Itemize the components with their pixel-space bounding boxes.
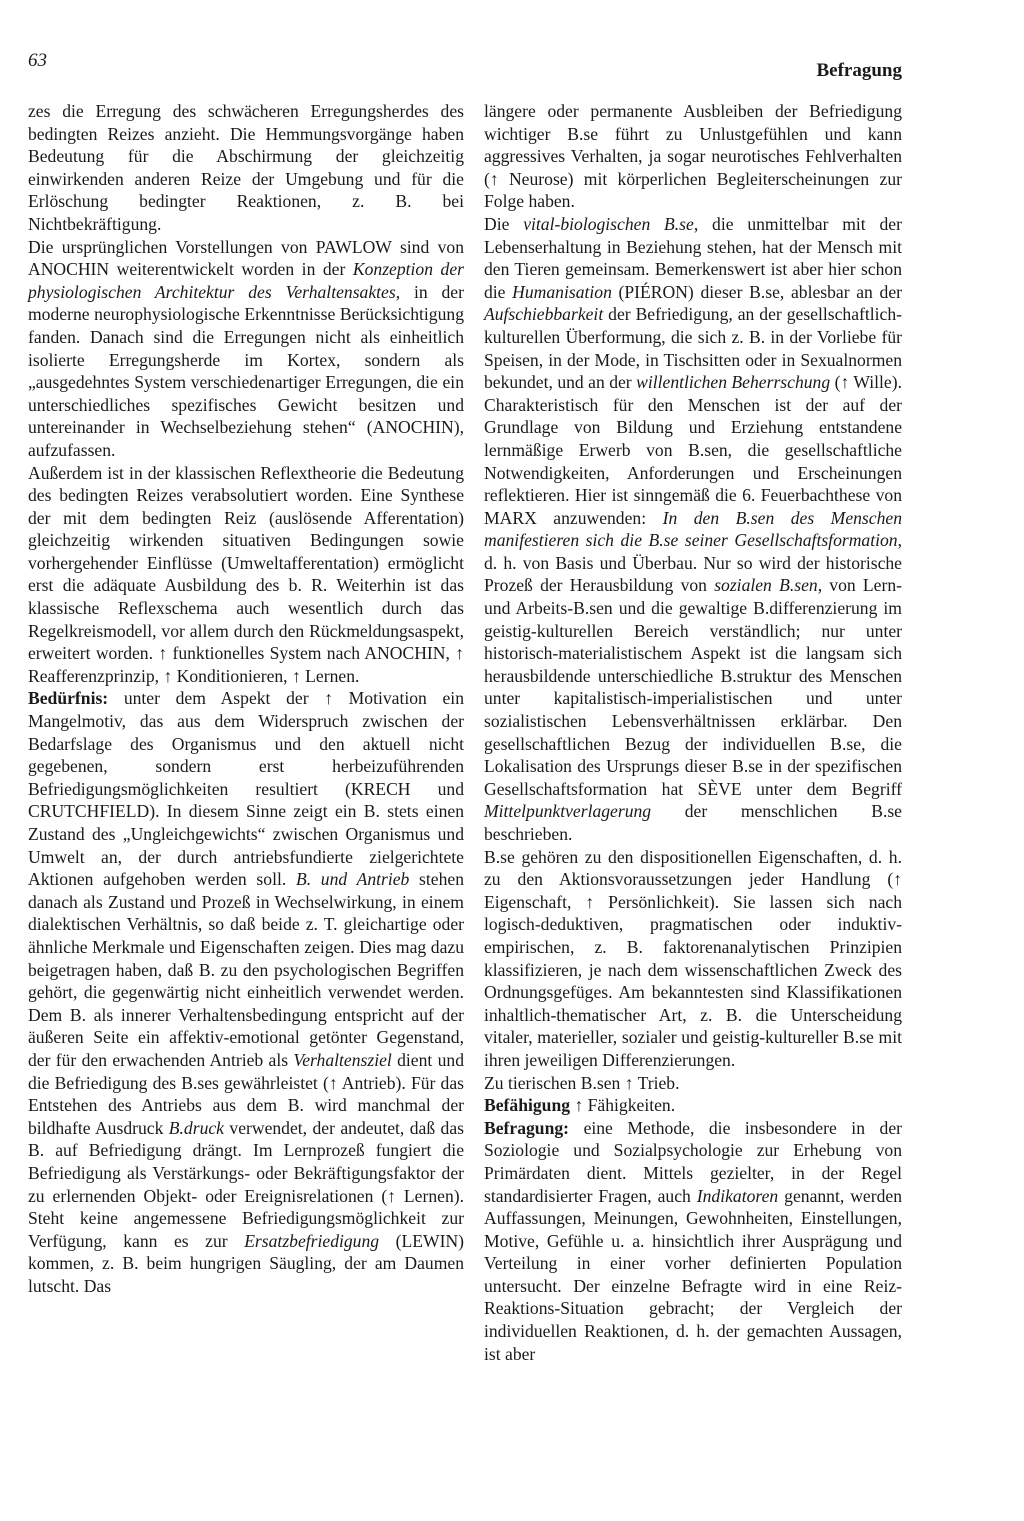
body-text: (↑ Wille). Charakteristisch für den Menschen ist der auf der Grundlage von Bildung und Erziehung entstandene lernmäßige Erwerb von B.sen, die gesellschaftliche Notwendigkeiten, Anforderungen und Erscheinungen reflektieren. Hier ist sinngemäß die 6. Feuerbachthese von MARX anzuwenden: xyxy=(484,372,902,528)
entry-headword: Befragung: xyxy=(484,1117,570,1138)
emphasis-text: Humanisation xyxy=(512,281,612,302)
emphasis-text: vital-biologischen B.se xyxy=(523,213,694,234)
emphasis-text: Ersatzbefriedigung xyxy=(244,1230,380,1251)
body-text: , d. h. von Basis und Überbau. Nur so wird der historische Prozeß der Herausbildung von xyxy=(484,530,902,596)
paragraph xyxy=(484,213,902,846)
emphasis-text: In den B.sen des Menschen manifestieren sich die B.se seiner Gesellschaftsformation xyxy=(484,507,902,551)
emphasis-text: B. und Antrieb xyxy=(295,869,410,890)
paragraph xyxy=(484,100,902,213)
entry-headword: Befähigung xyxy=(484,1095,571,1116)
paragraph xyxy=(28,100,464,236)
body-text: dient und die Befriedigung des B.ses gewährleistet (↑ Antrieb). Für das Entstehen des Antriebs aus dem B. wird manchmal der bildhafte Ausdruck xyxy=(28,1049,464,1138)
body-text: , die unmittelbar mit der Lebenserhaltung in Beziehung stehen, hat der Mensch mit den Tieren gemeinsam. Bemerkenswert ist aber hier schon die xyxy=(484,213,902,302)
emphasis-text: sozialen B.sen xyxy=(714,575,818,596)
emphasis-text: Mittelpunktverlagerung xyxy=(484,801,652,822)
body-text: zes die Erregung des schwächeren Erregungsherdes des bedingten Reizes anzieht. Die Hemmungsvorgänge haben Bedeutung für die Abschirmung der gleichzeitig einwirkenden anderen Reize der Umgebung und für die Erlöschung bedingter Reaktionen, z. B. bei Nichtbekräftigung. xyxy=(28,101,464,234)
paragraph xyxy=(484,1117,902,1366)
paragraph xyxy=(28,687,464,1297)
emphasis-text: willentlichen Beherrschung xyxy=(636,372,831,393)
body-text: Zu tierischen B.sen ↑ Trieb. xyxy=(484,1072,680,1093)
entry-headword: Bedürfnis: xyxy=(28,688,109,709)
emphasis-text: Aufschiebbarkeit xyxy=(484,304,604,325)
body-text: , von Lern- und Arbeits-B.sen und die gewaltige B.differenzierung im geistig-kulturellen Bereich verständlich; nur unter historisch-materialistischem Aspekt ist die langsam sich herausbildende unterschiedliche B.struktur des Menschen unter kapitalistisch-imperialistischen und unter sozialistischen Lebensverhältnissen erklärbar. Den gesellschaftlichen Bezug der individuellen B.se, die Lokalisation des Ursprungs dieser B.se in der spezifischen Gesellschaftsformation hat SÈVE unter dem Begriff xyxy=(484,575,902,799)
paragraph xyxy=(484,1072,902,1095)
body-text: genannt, werden Auffassungen, Meinungen, Gewohnheiten, Einstellungen, Motive, Gefühle u. a. hinsichtlich ihrer Ausprägung und Verteilung in einer vorher definierten Population untersucht. Der einzelne Befragte wird in eine Reiz-Reaktions-Situation gebracht; der Vergleich der individuellen Reaktionen, d. h. der gemachten Aussagen, ist aber xyxy=(484,1185,902,1364)
emphasis-text: Verhaltensziel xyxy=(293,1049,392,1070)
body-text: längere oder permanente Ausbleiben der Befriedigung wichtiger B.se führt zu Unlustgefühlen und kann aggressives Verhalten, ja sogar neurotisches Fehlverhalten (↑ Neurose) mit körperlichen Begleiterscheinungen zur Folge haben. xyxy=(484,101,902,212)
body-text: Die ursprünglichen Vorstellungen von PAWLOW sind von ANOCHIN weiterentwickelt worden in der xyxy=(28,236,464,280)
body-text: unter dem Aspekt der ↑ Motivation ein Mangelmotiv, das aus dem Widerspruch zwischen der Bedarfslage des Organismus und den aktuell nicht gegebenen, sondern erst herbeizuführenden Befriedigungsmöglichkeiten resultiert (KRECH und CRUTCHFIELD). In diesem Sinne zeigt ein B. stets einen Zustand des „Ungleichgewichts“ zwischen Organismus und Umwelt an, der durch antriebsfundierte zielgerichtete Aktionen aufgehoben werden soll. xyxy=(28,688,464,890)
paragraph xyxy=(484,1094,902,1117)
body-text: , in der moderne neurophysiologische Erkenntnisse Berücksichtigung fanden. Danach sind die Erregungen nicht als einheitlich isolierte Erregungsherde im Kortex, sondern als „ausgedehntes System verschiedenartiger Erregungen, die ein unterschiedliches spezifisches Gewicht besitzen und untereinander in Wechselbeziehung stehen“ (ANOCHIN), aufzufassen. xyxy=(28,281,464,460)
emphasis-text: Konzeption der physiologischen Architektur des Verhaltensaktes xyxy=(28,259,464,302)
paragraph xyxy=(28,462,464,688)
body-text: eine Methode, die insbesondere in der Soziologie und Sozialpsychologie zur Erhebung von Primärdaten dient. Mittels gezielter, in der Regel standardisierter Fragen, auch xyxy=(484,1117,902,1206)
running-head: Befragung xyxy=(816,60,902,81)
paragraph xyxy=(28,236,464,462)
body-text: (PIÉRON) dieser B.se, ablesbar an der xyxy=(611,281,902,302)
body-text: Die xyxy=(484,213,524,234)
body-text: ↑ Fähigkeiten. xyxy=(570,1095,676,1116)
body-text: verwendet, der andeutet, daß das B. auf Befriedigung drängt. Im Lernprozeß fungiert die Befriedigung als Verstärkungs- oder Bekräftigungsfaktor der zu erlernenden Objekt- oder Ereignisrelationen (↑ Lernen). Steht keine angemessene Befriedigungsmöglichkeit zur Verfügung, kann es zur xyxy=(28,1117,464,1251)
body-text: B.se gehören zu den dispositionellen Eigenschaften, d. h. zu den Aktionsvoraussetzungen jeder Handlung (↑ Eigenschaft, ↑ Persönlichkeit). Sie lassen sich nach logisch-deduktiven, pragmatischen oder induktiv-empirischen, z. B. faktorenanalytischen Prinzipien klassifizieren, je nach dem wissenschaftlichen Zweck des Ordnungsgefüges. Am bekanntesten sind Klassifikationen inhaltlich-thematischer Art, z. B. die Unterscheidung vitaler, materieller, sozialer und geistig-kultureller B.se mit ihren jeweiligen Differenzierungen. xyxy=(484,846,902,1070)
body-text: Außerdem ist in der klassischen Reflextheorie die Bedeutung des bedingten Reizes verabsolutiert worden. Eine Synthese der mit dem bedingten Reiz (auslösende Afferentation) gleichzeitig wirkenden situativen Bedingungen sowie vorhergehender Einflüsse (Umweltafferentation) ermöglicht erst die adäquate Ausbildung des b. R. Weiterhin ist das klassische Reflexschema auch wesentlich durch das Regelkreismodell, vor allem durch den Rückmeldungsaspekt, erweitert worden. ↑ funktionelles System nach ANOCHIN, ↑ Reafferenzprinzip, ↑ Konditionieren, ↑ Lernen. xyxy=(28,462,464,686)
body-text: stehen danach als Zustand und Prozeß in Wechselwirkung, in einem dialektischen Verhältnis, so daß beide z. T. gleichartige oder ähnliche Merkmale und Eigenschaften zeigen. Dies mag dazu beigetragen haben, daß B. zu den psychologischen Begriffen gehört, die gegenwärtig nicht einheitlich verwendet werden. Dem B. als innerer Verhaltensbedingung entspricht auf der äußeren Seite ein affektiv-emotional getönter Gegenstand, der für den erwachenden Antrieb als xyxy=(28,869,464,1070)
body-text: der menschlichen B.se beschrieben. xyxy=(484,801,902,844)
emphasis-text: Indikatoren xyxy=(696,1185,779,1206)
column-left xyxy=(28,100,464,1297)
body-text: (LEWIN) kommen, z. B. beim hungrigen Säugling, der am Daumen lutscht. Das xyxy=(28,1230,465,1296)
body-text: der Befriedigung, an der gesellschaftlich-kulturellen Überformung, die sich z. B. in der Vorliebe für Speisen, in der Mode, in Tischsitten oder in Sexualnormen bekundet, und an der xyxy=(484,304,902,393)
page-number: 63 xyxy=(28,50,47,71)
paragraph xyxy=(484,846,902,1072)
emphasis-text: B.druck xyxy=(168,1117,224,1138)
column-right xyxy=(484,100,902,1365)
